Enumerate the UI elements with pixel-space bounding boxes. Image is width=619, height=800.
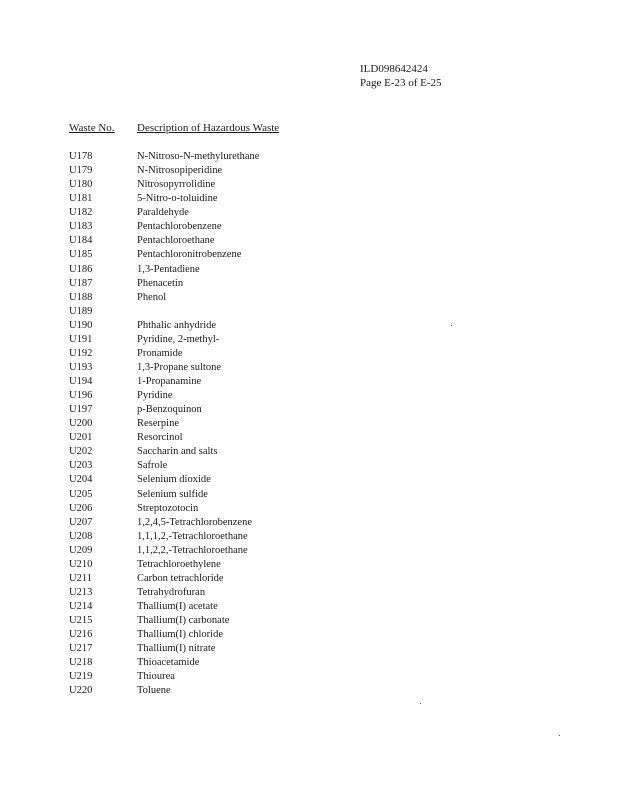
waste-description: Pentachloronitrobenzene — [137, 249, 242, 261]
table-row — [69, 670, 489, 684]
table-row — [69, 263, 489, 277]
waste-description: Thallium(I) chloride — [137, 629, 224, 641]
table-row — [69, 656, 489, 670]
table-row — [69, 459, 489, 473]
waste-code: U194 — [69, 376, 93, 387]
table-row — [69, 319, 489, 333]
waste-code: U188 — [69, 291, 93, 303]
waste-code: U197 — [69, 404, 93, 416]
table-row — [69, 473, 489, 487]
waste-code: U211 — [69, 572, 92, 584]
waste-code: U209 — [69, 544, 93, 556]
scan-speck — [559, 735, 560, 736]
table-row — [69, 530, 489, 544]
waste-code: U180 — [69, 179, 93, 191]
table-row — [69, 431, 489, 445]
waste-description: Thallium(I) nitrate — [137, 643, 216, 655]
waste-description: 1,2,4,5-Tetrachlorobenzene — [137, 516, 253, 528]
table-row — [69, 389, 489, 403]
waste-code: U202 — [69, 446, 93, 458]
waste-description: Paraldehyde — [137, 207, 189, 219]
waste-description: 1-Propanamine — [137, 376, 202, 387]
table-row — [69, 277, 489, 291]
waste-code: U190 — [69, 319, 93, 331]
table-row — [69, 220, 489, 234]
table-row — [69, 305, 489, 319]
table-row — [69, 403, 489, 417]
table-row — [69, 642, 489, 656]
table-row — [69, 572, 489, 586]
waste-description: Safrole — [137, 460, 168, 472]
waste-code: U207 — [69, 516, 93, 528]
waste-code: U215 — [69, 615, 93, 627]
waste-code: U206 — [69, 502, 93, 514]
waste-code: U189 — [69, 305, 93, 317]
scan-speck — [420, 703, 421, 704]
waste-code: U201 — [69, 432, 93, 444]
waste-description: N-Nitrosopiperidine — [137, 165, 223, 177]
waste-code: U210 — [69, 558, 93, 570]
description-column-header: Description of Hazardous Waste — [137, 122, 280, 134]
waste-description: Toluene — [137, 685, 171, 697]
waste-code: U203 — [69, 460, 93, 472]
waste-code: U183 — [69, 221, 93, 233]
waste-code: U217 — [69, 643, 93, 655]
table-row — [69, 178, 489, 192]
waste-description: Tetrachloroethylene — [137, 558, 221, 570]
document-id: ILD098642424 — [360, 63, 428, 75]
table-row — [69, 614, 489, 628]
waste-code: U184 — [69, 235, 93, 247]
waste-description: Pentachloroethane — [137, 235, 215, 247]
waste-description: Thallium(I) acetate — [137, 601, 218, 612]
table-row — [69, 445, 489, 459]
table-row — [69, 684, 489, 698]
waste-description: Selenium dioxide — [137, 474, 211, 486]
waste-description: Thioacetamide — [137, 657, 200, 669]
waste-description: 1,1,2,2,-Tetrachloroethane — [137, 544, 248, 556]
waste-code: U187 — [69, 277, 93, 289]
table-row — [69, 361, 489, 375]
table-row — [69, 516, 489, 530]
waste-code: U191 — [69, 333, 93, 345]
waste-description: 1,3-Propane sultone — [137, 361, 221, 373]
table-row — [69, 558, 489, 572]
waste-code: U186 — [69, 263, 93, 275]
table-row — [69, 333, 489, 347]
waste-code: U213 — [69, 586, 93, 598]
waste-code: U214 — [69, 601, 93, 612]
waste-code: U178 — [69, 151, 93, 162]
table-row — [69, 600, 489, 614]
waste-description: Pronamide — [137, 347, 183, 359]
table-row — [69, 544, 489, 558]
waste-no-column-header: Waste No. — [69, 122, 115, 134]
waste-description: N-Nitroso-N-methylurethane — [137, 151, 260, 162]
waste-description: 5-Nitro-o-toluidine — [137, 193, 218, 205]
waste-code: U181 — [69, 193, 93, 205]
document-header — [360, 62, 442, 90]
table-row — [69, 248, 489, 262]
waste-description: Phenol — [137, 291, 167, 303]
waste-code: U218 — [69, 657, 93, 669]
waste-code: U205 — [69, 488, 93, 500]
waste-code: U219 — [69, 671, 93, 683]
waste-code: U216 — [69, 629, 93, 641]
table-row — [69, 192, 489, 206]
table-row — [69, 375, 489, 389]
waste-description: Saccharin and salts — [137, 446, 218, 458]
waste-description: Thiourea — [137, 671, 175, 683]
waste-code: U200 — [69, 418, 93, 430]
waste-description: Phenacetin — [137, 277, 184, 289]
waste-code: U196 — [69, 390, 93, 402]
waste-description: Resorcinol — [137, 432, 183, 444]
waste-description: Tetrahydrofuran — [137, 586, 206, 598]
waste-code: U179 — [69, 165, 93, 177]
waste-description: Thallium(I) carbonate — [137, 615, 230, 627]
waste-code: U204 — [69, 474, 93, 486]
waste-table — [69, 150, 489, 698]
waste-code: U193 — [69, 361, 93, 373]
page-number: Page E-23 of E-25 — [360, 77, 442, 89]
waste-description: p-Benzoquinon — [137, 404, 202, 416]
table-row — [69, 291, 489, 305]
waste-code: U185 — [69, 249, 93, 261]
table-row — [69, 417, 489, 431]
waste-code: U182 — [69, 207, 93, 219]
waste-description: Pentachlorobenzene — [137, 221, 222, 233]
waste-description: Carbon tetrachloride — [137, 572, 224, 584]
table-row — [69, 586, 489, 600]
waste-description: 1,1,1,2,-Tetrachloroethane — [137, 530, 248, 542]
waste-code: U220 — [69, 685, 93, 697]
table-row — [69, 628, 489, 642]
scan-speck — [451, 325, 452, 326]
table-row — [69, 234, 489, 248]
table-row — [69, 164, 489, 178]
table-row — [69, 502, 489, 516]
waste-description: Streptozotocin — [137, 502, 199, 514]
table-row — [69, 488, 489, 502]
waste-description: 1,3-Pentadiene — [137, 263, 200, 275]
waste-description: Phthalic anhydride — [137, 319, 217, 331]
table-row — [69, 150, 489, 164]
waste-description: Nitrosopyrrolidine — [137, 179, 216, 191]
waste-description: Selenium sulfide — [137, 488, 208, 500]
waste-description: Pyridine — [137, 390, 173, 402]
waste-description: Pyridine, 2-methyl- — [137, 333, 220, 345]
table-row — [69, 347, 489, 361]
waste-description: Reserpine — [137, 418, 179, 430]
waste-code: U192 — [69, 347, 93, 359]
table-row — [69, 206, 489, 220]
waste-code: U208 — [69, 530, 93, 542]
